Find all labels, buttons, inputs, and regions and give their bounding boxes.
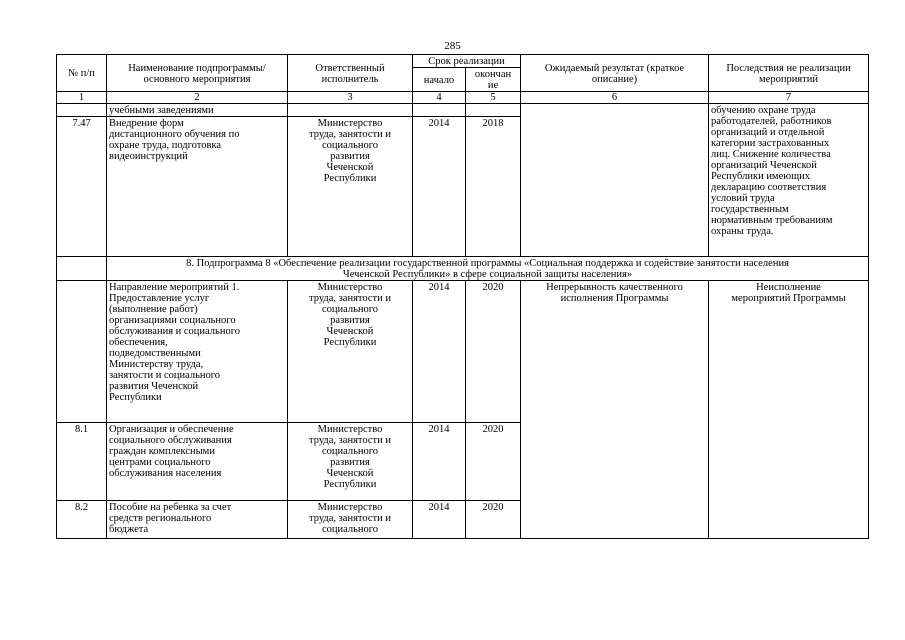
- row-consequences: Неисполнение мероприятий Программы: [709, 281, 869, 539]
- row-end: 2020: [466, 281, 521, 423]
- row-end: 2020: [466, 501, 521, 539]
- header-period: Срок реализации: [413, 55, 521, 68]
- program-table: [56, 54, 869, 539]
- header-num: № п/п: [57, 55, 107, 92]
- section-title: 8. Подпрограмма 8 «Обеспечение реализации государственной программы «Социальная поддержка и содействие занятости населения Чеченской Республики» в сфере социальной защиты населения»: [107, 257, 869, 281]
- page-number: 285: [444, 40, 461, 52]
- row-name: Пособие на ребенка за счет средств регионального бюджета: [107, 501, 288, 539]
- row-executor: Министерство труда, занятости и социального: [288, 501, 413, 539]
- row-executor: Министерство труда, занятости и социального развития Чеченской Республики: [288, 423, 413, 501]
- header-end: окончан ие: [466, 68, 521, 92]
- row-start: 2014: [413, 423, 466, 501]
- row-end: 2020: [466, 423, 521, 501]
- row-executor: Министерство труда, занятости и социального развития Чеченской Республики: [288, 281, 413, 423]
- header-result: Ожидаемый результат (краткое описание): [521, 55, 709, 92]
- column-number: 1: [57, 92, 107, 104]
- empty-cell: [521, 104, 709, 257]
- row-name: Внедрение форм дистанционного обучения по охране труда, подготовка видеоинструкций: [107, 117, 288, 257]
- row-start: 2014: [413, 501, 466, 539]
- column-numbers-row: [57, 92, 869, 104]
- row-name: Направление мероприятий 1. Предоставление услуг (выполнение работ) организациями социального обслуживания и социального обеспечения, подведомственными Министерству труда, занятости и социального развития Чеченской Республики: [107, 281, 288, 423]
- row-end: 2018: [466, 117, 521, 257]
- row-num: 8.1: [57, 423, 107, 501]
- row-name: Организация и обеспечение социального обслуживания граждан комплексными центрами социального обслуживания населения: [107, 423, 288, 501]
- empty-cell: [57, 257, 107, 281]
- header-consequences: Последствия не реализации мероприятий: [709, 55, 869, 92]
- row-executor: Министерство труда, занятости и социального развития Чеченской Республики: [288, 117, 413, 257]
- column-number: 7: [709, 92, 869, 104]
- empty-cell: [413, 104, 466, 117]
- empty-cell: [288, 104, 413, 117]
- column-number: 4: [413, 92, 466, 104]
- column-number: 3: [288, 92, 413, 104]
- row-start: 2014: [413, 281, 466, 423]
- row-num: 8.2: [57, 501, 107, 539]
- empty-cell: [57, 104, 107, 117]
- row-num: 7.47: [57, 117, 107, 257]
- row-name: учебными заведениями: [107, 104, 288, 117]
- table-header-row: [57, 55, 869, 68]
- row-result: Непрерывность качественного исполнения Программы: [521, 281, 709, 539]
- column-number: 6: [521, 92, 709, 104]
- empty-cell: [466, 104, 521, 117]
- header-start: начало: [413, 68, 466, 92]
- column-number: 5: [466, 92, 521, 104]
- column-number: 2: [107, 92, 288, 104]
- header-name: Наименование подпрограммы/ основного мероприятия: [107, 55, 288, 92]
- row-start: 2014: [413, 117, 466, 257]
- section-row: [57, 257, 869, 281]
- empty-cell: [57, 281, 107, 423]
- header-executor: Ответственный исполнитель: [288, 55, 413, 92]
- row-consequences: обучению охране труда работодателей, работников организаций и отдельной категории застрахованных лиц. Снижение количества организаций Чеченской Республики имеющих декларацию соответствия условий труда государственным нормативным требованиям охраны труда.: [709, 104, 869, 257]
- table-row: [57, 104, 869, 117]
- table-row: [57, 281, 869, 423]
